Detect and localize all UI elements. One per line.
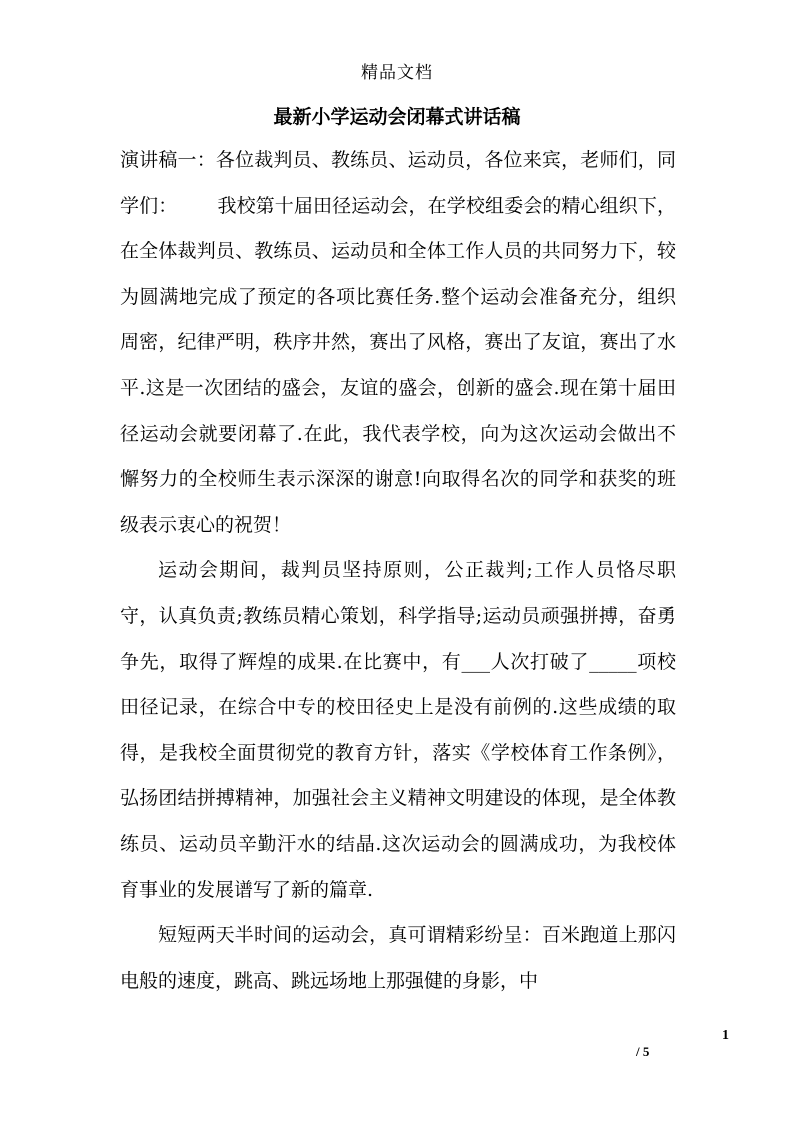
document-body (120, 138, 676, 1004)
intro-paragraph (120, 138, 676, 548)
paragraph-1-text: 我校第十届田径运动会，在学校组委会的精心组织下，在全体裁判员、教练员、运动员和全体工作人员的共同努力下，较为圆满地完成了预定的各项比赛任务.整个运动会准备充分，组织周密，纪律严明，秩序井然，赛出了风格，赛出了友谊，赛出了水平.这是一次团结的盛会，友谊的盛会，创新的盛会.现在第十届田径运动会就要闭幕了.在此，我代表学校，向为这次运动会做出不懈努力的全校师生表示深深的谢意!向取得名次的同学和获奖的班级表示衷心的祝贺！ (120, 194, 676, 536)
paragraph-2: 运动会期间，裁判员坚持原则，公正裁判;工作人员恪尽职守，认真负责;教练员精心策划，科学指导;运动员顽强拼搏，奋勇争先，取得了辉煌的成果.在比赛中，有___人次打破了_____项校田径记录，在综合中专的校田径史上是没有前例的.这些成绩的取得，是我校全面贯彻党的教育方针，落实《学校体育工作条例》，弘扬团结拼搏精神，加强社会主义精神文明建设的体现，是全体教练员、运动员辛勤汗水的结晶.这次运动会的圆满成功，为我校体育事业的发展谱写了新的篇章. (120, 559, 676, 901)
document-title: 最新小学运动会闭幕式讲话稿 (273, 106, 521, 128)
paragraph-3: 短短两天半时间的运动会，真可谓精彩纷呈：百米跑道上那闪电般的速度，跳高、跳远场地上那强健的身影，中 (120, 924, 676, 992)
document-header: 精品文档 (361, 63, 433, 83)
page-total: / 5 (636, 1044, 650, 1059)
page-number: 1 (722, 1028, 729, 1043)
intro-text: 演讲稿一：各位裁判员、教练员、运动员，各位来宾，老师们，同学们： (120, 149, 676, 217)
